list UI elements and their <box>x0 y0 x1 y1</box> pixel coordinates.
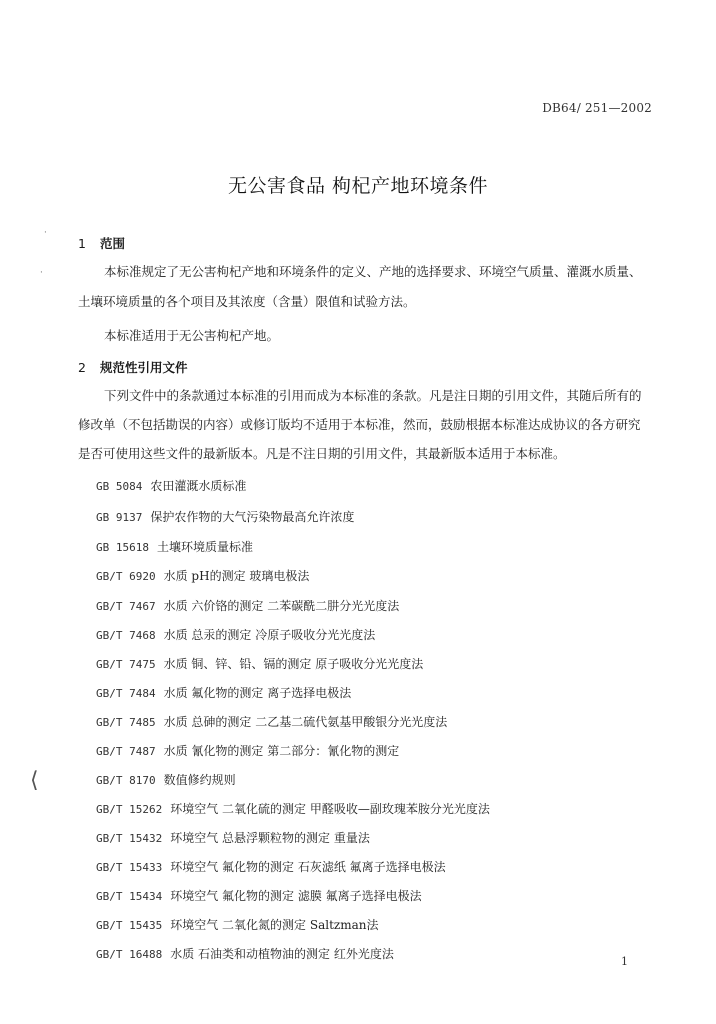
page-number: 1 <box>621 955 628 968</box>
paragraph-line: 修改单（不包括勘误的内容）或修订版均不适用于本标准，然而，鼓励根据本标准达成协议的各方研究 <box>78 417 641 432</box>
reference-code: GB/T 7484 <box>96 687 156 700</box>
reference-item <box>96 626 375 643</box>
reference-title: 环境空气 总悬浮颗粒物的测定 重量法 <box>170 831 370 845</box>
reference-title: 农田灌溉水质标准 <box>150 479 247 493</box>
reference-code: GB 15618 <box>96 541 149 554</box>
section-number: 2 <box>78 360 86 375</box>
reference-title: 水质 总砷的测定 二乙基二硫代氨基甲酸银分光光度法 <box>163 715 448 729</box>
reference-item <box>96 508 354 525</box>
section-number: 1 <box>78 236 86 251</box>
document-code: DB64/ 251—2002 <box>542 101 652 115</box>
reference-item <box>96 538 253 555</box>
paragraph-line: 土壤环境质量的各个项目及其浓度（含量）限值和试验方法。 <box>78 294 416 309</box>
paragraph-line: 本标准适用于无公害枸杞产地。 <box>104 328 280 343</box>
reference-code: GB 5084 <box>96 480 143 493</box>
reference-title: 水质 氟化物的测定 离子选择电极法 <box>163 686 352 700</box>
scan-mark: · <box>44 228 47 238</box>
reference-code: GB/T 15433 <box>96 861 163 874</box>
reference-item <box>96 829 370 846</box>
reference-title: 土壤环境质量标准 <box>156 540 253 554</box>
section-title: 规范性引用文件 <box>100 360 188 375</box>
reference-code: GB/T 15434 <box>96 890 163 903</box>
reference-code: GB 9137 <box>96 511 143 524</box>
reference-title: 水质 总汞的测定 冷原子吸收分光光度法 <box>163 628 376 642</box>
reference-title: 保护农作物的大气污染物最高允许浓度 <box>150 510 355 524</box>
reference-item <box>96 800 490 817</box>
reference-item <box>96 916 378 933</box>
paragraph-line: 是否可使用这些文件的最新版本。凡是不注日期的引用文件，其最新版本适用于本标准。 <box>78 446 566 461</box>
reference-title: 环境空气 二氧化硫的测定 甲醛吸收—副玫瑰苯胺分光光度法 <box>170 802 490 816</box>
reference-title: 环境空气 氟化物的测定 滤膜 氟离子选择电极法 <box>170 889 422 903</box>
reference-item <box>96 887 422 904</box>
paragraph-line: 本标准规定了无公害枸杞产地和环境条件的定义、产地的选择要求、环境空气质量、灌溉水质量、 <box>104 264 642 279</box>
reference-code: GB/T 8170 <box>96 774 156 787</box>
paragraph-line: 下列文件中的条款通过本标准的引用而成为本标准的条款。凡是注日期的引用文件，其随后所有的 <box>104 388 642 403</box>
reference-code: GB/T 16488 <box>96 948 163 961</box>
scan-mark: · <box>40 268 43 278</box>
reference-title: 环境空气 氟化物的测定 石灰滤纸 氟离子选择电极法 <box>170 860 446 874</box>
reference-item <box>96 858 446 875</box>
scan-mark: ⟨ <box>30 768 39 793</box>
reference-code: GB/T 15435 <box>96 919 163 932</box>
reference-title: 水质 pH的测定 玻璃电极法 <box>163 569 310 583</box>
reference-code: GB/T 15262 <box>96 803 163 816</box>
reference-item <box>96 945 394 962</box>
reference-item <box>96 742 399 759</box>
reference-title: 水质 铜、锌、铅、镉的测定 原子吸收分光光度法 <box>163 657 424 671</box>
reference-title: 水质 石油类和动植物油的测定 红外光度法 <box>170 947 394 961</box>
reference-item <box>96 477 246 494</box>
reference-item <box>96 771 236 788</box>
section-heading-scope <box>78 234 125 252</box>
reference-title: 水质 氰化物的测定 第二部分：氰化物的测定 <box>163 744 400 758</box>
section-heading-references <box>78 358 188 376</box>
reference-item <box>96 684 351 701</box>
reference-code: GB/T 15432 <box>96 832 163 845</box>
reference-title: 数值修约规则 <box>163 773 236 787</box>
reference-item <box>96 655 423 672</box>
reference-title: 环境空气 二氧化氮的测定 Saltzman法 <box>170 918 379 932</box>
reference-item <box>96 567 309 584</box>
reference-code: GB/T 7468 <box>96 629 156 642</box>
reference-code: GB/T 7487 <box>96 745 156 758</box>
reference-item <box>96 597 399 614</box>
section-title: 范围 <box>100 236 126 251</box>
reference-code: GB/T 6920 <box>96 570 156 583</box>
reference-code: GB/T 7475 <box>96 658 156 671</box>
reference-item <box>96 713 447 730</box>
reference-code: GB/T 7467 <box>96 600 156 613</box>
reference-title: 水质 六价铬的测定 二苯碳酰二肼分光光度法 <box>163 599 400 613</box>
reference-code: GB/T 7485 <box>96 716 156 729</box>
page-title: 无公害食品 枸杞产地环境条件 <box>227 175 489 197</box>
